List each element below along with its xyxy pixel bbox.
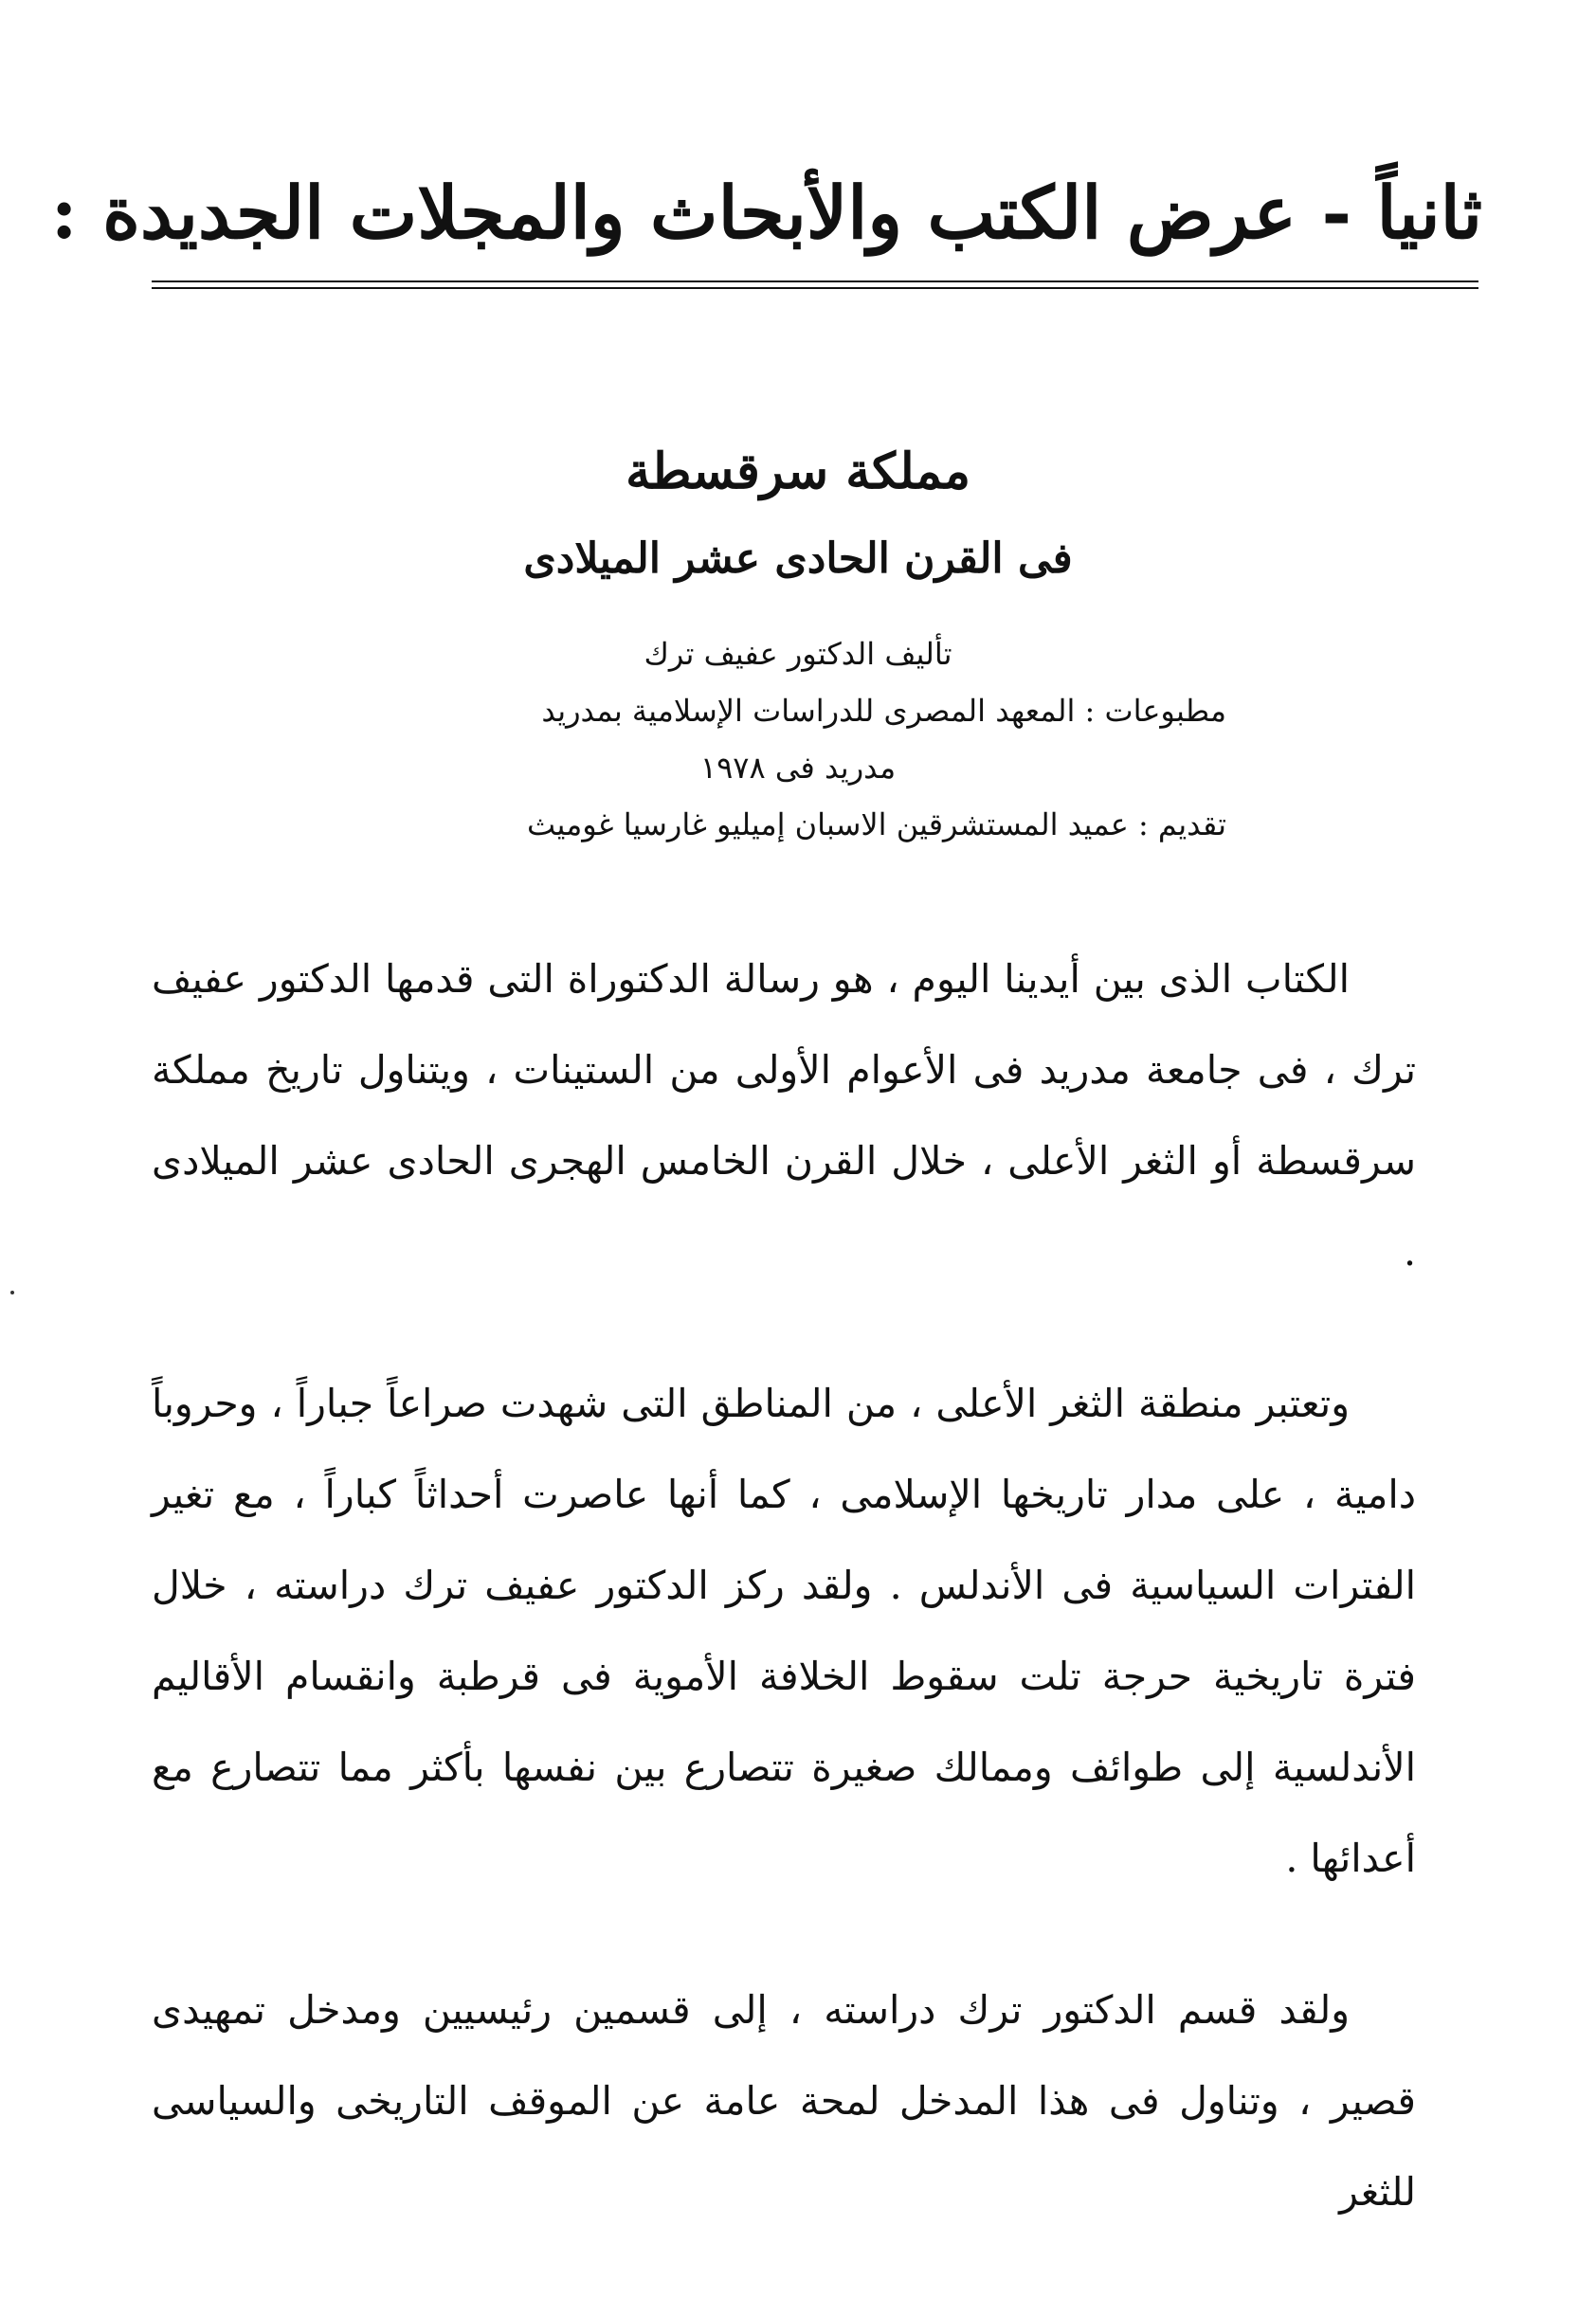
paragraph-2: وتعتبر منطقة الثغر الأعلى ، من المناطق التى شهدت صراعاً جباراً ، وحروباً دامية ، على مدار تاريخها الإسلامى ، كما أنها عاصرت أحداثاً كباراً ، مع تغير الفترات السياسية فى الأندلس . ولقد ركز الدكتور عفيف ترك دراسته ، خلال فترة تاريخية حرجة تلت سقوط الخلافة الأموية فى قرطبة وانقسام الأقاليم الأندلسية إلى طوائف وممالك صغيرة تتصارع بين نفسها بأكثر مما تتصارع مع أعدائها . [152, 1381, 1416, 1881]
book-subtitle: فى القرن الحادى عشر الميلادى [523, 534, 1073, 583]
book-title: مملكة سرقسطة [626, 443, 970, 500]
book-place-year: مدريد فى ١٩٧٨ [699, 750, 897, 786]
review-body [152, 933, 1416, 2298]
book-author: تأليف الدكتور عفيف ترك [644, 636, 952, 672]
margin-speck [10, 1291, 14, 1294]
book-metadata [398, 625, 1226, 853]
book-publisher: مطبوعات : المعهد المصرى للدراسات الإسلامية بمدريد [541, 693, 1226, 729]
book-foreword: تقديم : عميد المستشرقين الاسبان إميليو غارسيا غوميث [527, 806, 1226, 842]
heading-rule-lower [152, 287, 1478, 289]
section-heading: ثانياً - عرض الكتب والأبحاث والمجلات الجديدة : [50, 171, 1482, 255]
paragraph-1: الكتاب الذى بين أيدينا اليوم ، هو رسالة الدكتوراة التى قدمها الدكتور عفيف ترك ، فى جامعة مدريد فى الأعوام الأولى من الستينات ، ويتناول تاريخ مملكة سرقسطة أو الثغر الأعلى ، خلال القرن الخامس الهجرى الحادى عشر الميلادى . [152, 956, 1416, 1275]
heading-rule-upper [152, 280, 1478, 282]
paragraph-3: ولقد قسم الدكتور ترك دراسته ، إلى قسمين رئيسيين ومدخل تمهيدى قصير ، وتناول فى هذا المدخل لمحة عامة عن الموقف التاريخى والسياسى للثغر [152, 1987, 1416, 2215]
